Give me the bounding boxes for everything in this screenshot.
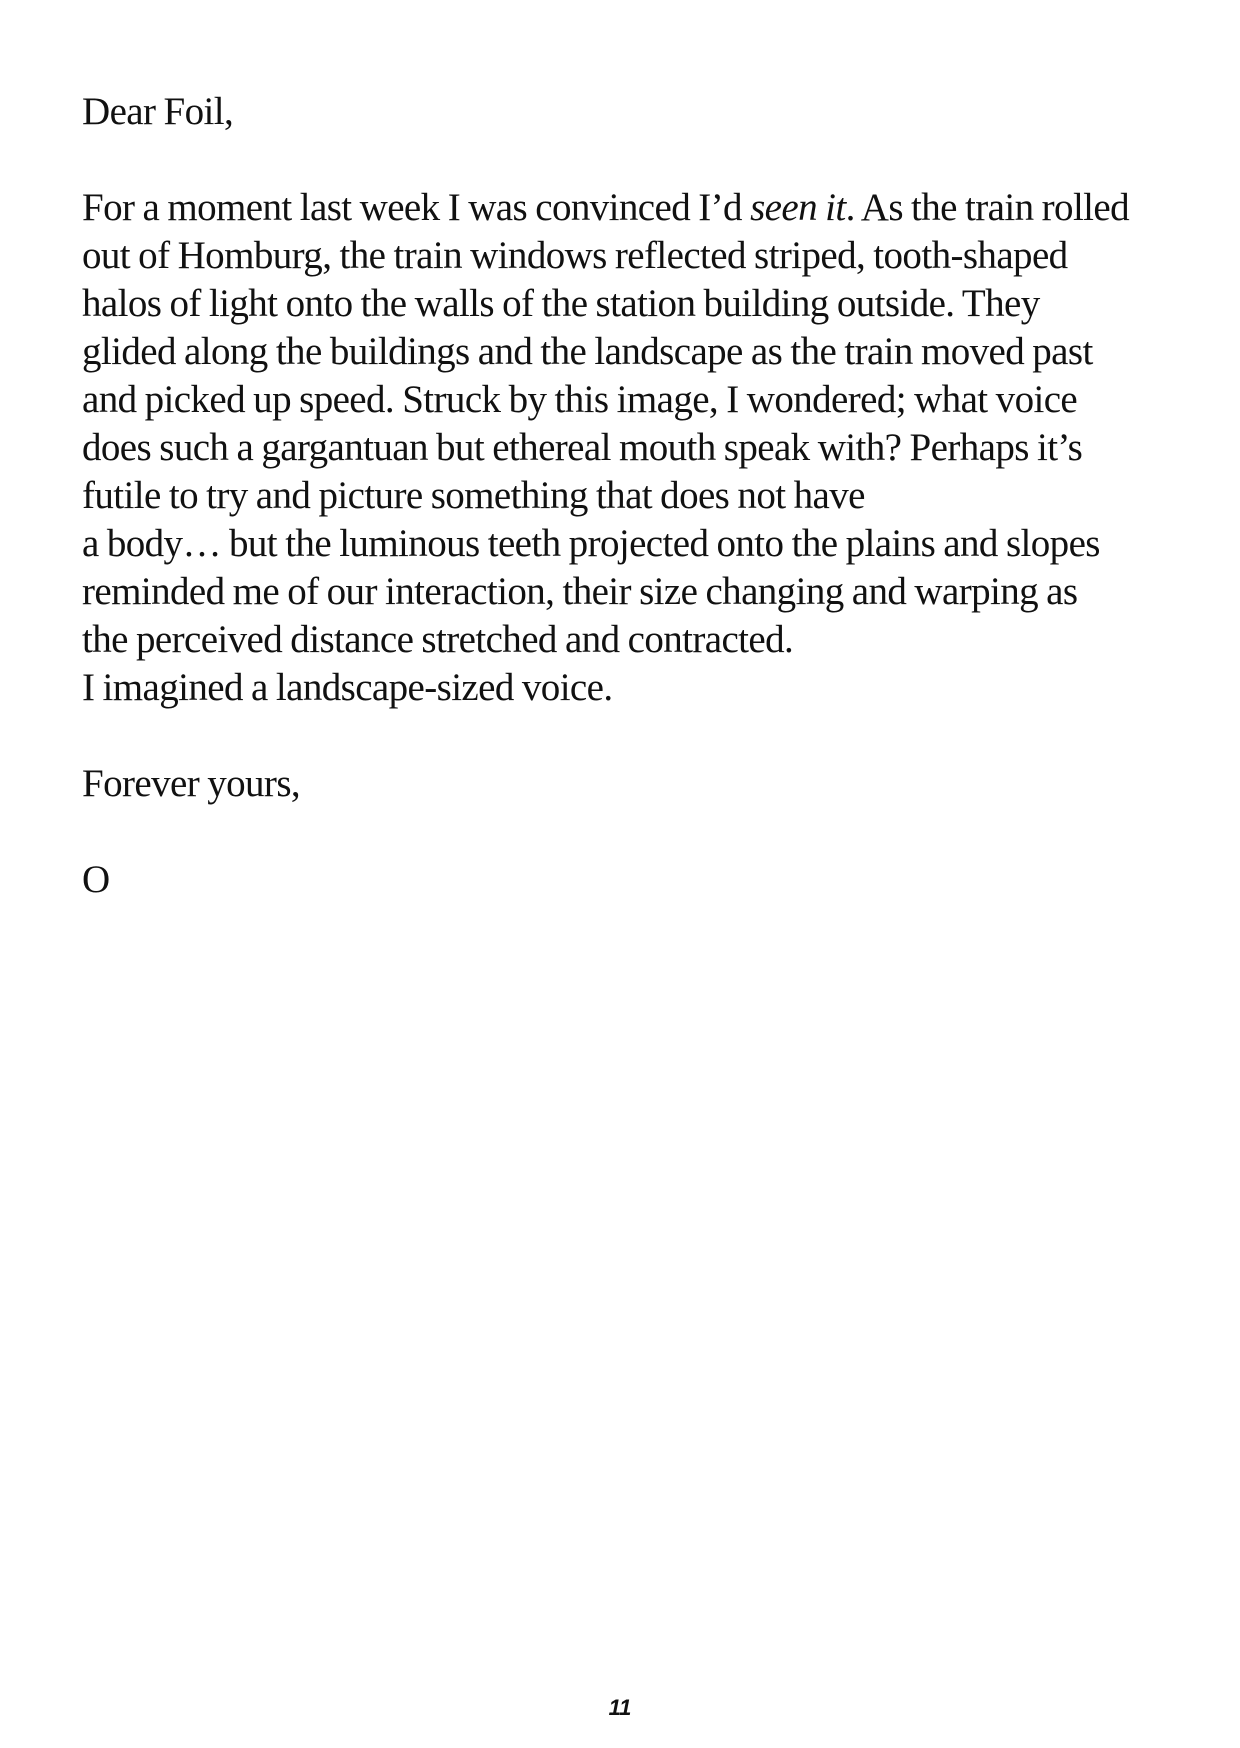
paragraph-gap [82, 712, 1202, 760]
body-line-8: a body… but the luminous teeth projected onto the plains and slopes [82, 522, 1100, 565]
page-number: 11 [608, 1695, 632, 1720]
letter [82, 88, 1202, 904]
letter-salutation: Dear Foil, [82, 90, 234, 133]
letter-body [82, 184, 1202, 712]
paragraph-gap [82, 136, 1202, 184]
paragraph-gap [82, 808, 1202, 856]
body-line-2: out of Homburg, the train windows reflected striped, tooth-shaped [82, 234, 1068, 277]
body-line-1-end: . As the train rolled [845, 186, 1130, 229]
body-line-3: halos of light onto the walls of the station building outside. They [82, 282, 1040, 325]
body-line-1-start: For a moment last week I was convinced I’d [82, 186, 751, 229]
body-line-5: and picked up speed. Struck by this image, I wondered; what voice [82, 378, 1078, 421]
letter-signoff: Forever yours, [82, 762, 301, 805]
body-line-9: reminded me of our interaction, their size changing and warping as [82, 570, 1078, 613]
body-line-11: I imagined a landscape-sized voice. [82, 666, 613, 709]
body-line-1 [82, 184, 1202, 232]
body-line-4: glided along the buildings and the landscape as the train moved past [82, 330, 1093, 373]
body-line-10: the perceived distance stretched and contracted. [82, 618, 794, 661]
body-line-7: futile to try and picture something that does not have [82, 474, 865, 517]
body-line-6: does such a gargantuan but ethereal mouth speak with? Perhaps it’s [82, 426, 1083, 469]
letter-signature: O [82, 858, 110, 901]
body-line-1-emphasis: seen it [750, 186, 846, 229]
